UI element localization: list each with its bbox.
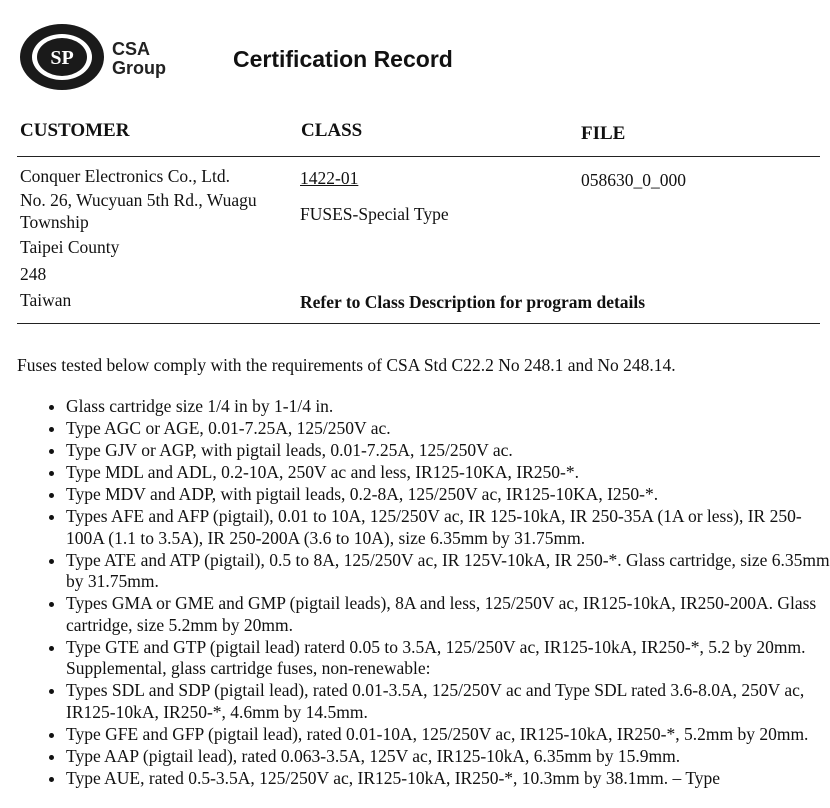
file-heading: FILE [581,123,626,144]
list-item: • Type AGC or AGE, 0.01-7.25A, 125/250V ac. [66,418,830,440]
customer-name: Conquer Electronics Co., Ltd. [20,166,230,186]
brand-name [112,40,166,78]
list-item: • Type AAP (pigtail lead), rated 0.063-3.5A, 125V ac, IR125-10kA, 6.35mm by 15.9mm. [66,746,830,768]
class-heading: CLASS [301,120,363,141]
list-item: • Type MDL and ADL, 0.2-10A, 250V ac and less, IR125-10KA, IR250-*. [66,462,830,484]
list-item: • Type GJV or AGP, with pigtail leads, 0.01-7.25A, 125/250V ac. [66,440,830,462]
list-item: • Type AUE, rated 0.5-3.5A, 125/250V ac, IR125-10kA, IR250-*, 10.3mm by 38.1mm. – Type [66,768,830,790]
customer-country: Taiwan [20,290,72,310]
customer-postal: 248 [20,264,47,284]
file-number: 058630_0_000 [581,170,686,190]
fuse-list [44,396,830,790]
svg-text:SP: SP [50,47,74,69]
customer-heading: CUSTOMER [20,120,130,141]
list-item: • Types SDL and SDP (pigtail lead), rated 0.01-3.5A, 125/250V ac and Type SDL rated 3.6-8.0A, 250V ac, IR125-10kA, IR250-*, 4.6mm by 14.5mm. [66,680,830,723]
class-code: 1422-01 [300,168,359,188]
customer-address1: No. 26, Wucyuan 5th Rd., Wuagu [20,190,257,210]
csa-logo-icon [18,22,106,92]
list-item: • Type GFE and GFP (pigtail lead), rated 0.01-10A, 125/250V ac, IR125-10kA, IR250-*, 5.2mm by 20mm. [66,724,830,746]
list-item: • Types AFE and AFP (pigtail), 0.01 to 10A, 125/250V ac, IR 125-10kA, IR 250-35A (1A or less), IR 250-100A (1.1 to 3.5A), IR 250-200A (3.6 to 10A), size 6.35mm by 31.75mm. [66,506,830,549]
class-description: FUSES-Special Type [300,204,449,224]
list-item: • Glass cartridge size 1/4 in by 1-1/4 in. [66,396,830,418]
header-divider [17,156,820,157]
class-note: Refer to Class Description for program details [300,292,646,312]
list-item: • Type ATE and ATP (pigtail), 0.5 to 8A, 125/250V ac, IR 125V-10kA, IR 250-*. Glass cartridge, size 6.35mm by 31.75mm. [66,550,830,593]
list-item: • Type GTE and GTP (pigtail lead) raterd 0.05 to 3.5A, 125/250V ac, IR125-10kA, IR250-*, 5.2 by 20mm. Supplemental, glass cartridge fuses, non-renewable: [66,637,830,680]
brand-line1: CSA [112,39,151,59]
brand-line2: Group [112,58,166,78]
section-divider [17,323,820,324]
page-title: Certification Record [233,46,453,72]
intro-text: Fuses tested below comply with the requirements of CSA Std C22.2 No 248.1 and No 248.14. [17,355,676,375]
customer-county: Taipei County [20,237,120,257]
customer-address2: Township [20,212,89,232]
csa-logo [18,22,106,92]
list-item: • Types GMA or GME and GMP (pigtail leads), 8A and less, 125/250V ac, IR125-10kA, IR250-200A. Glass cartridge, size 5.2mm by 20mm. [66,593,830,636]
list-item: • Type MDV and ADP, with pigtail leads, 0.2-8A, 125/250V ac, IR125-10KA, I250-*. [66,484,830,506]
